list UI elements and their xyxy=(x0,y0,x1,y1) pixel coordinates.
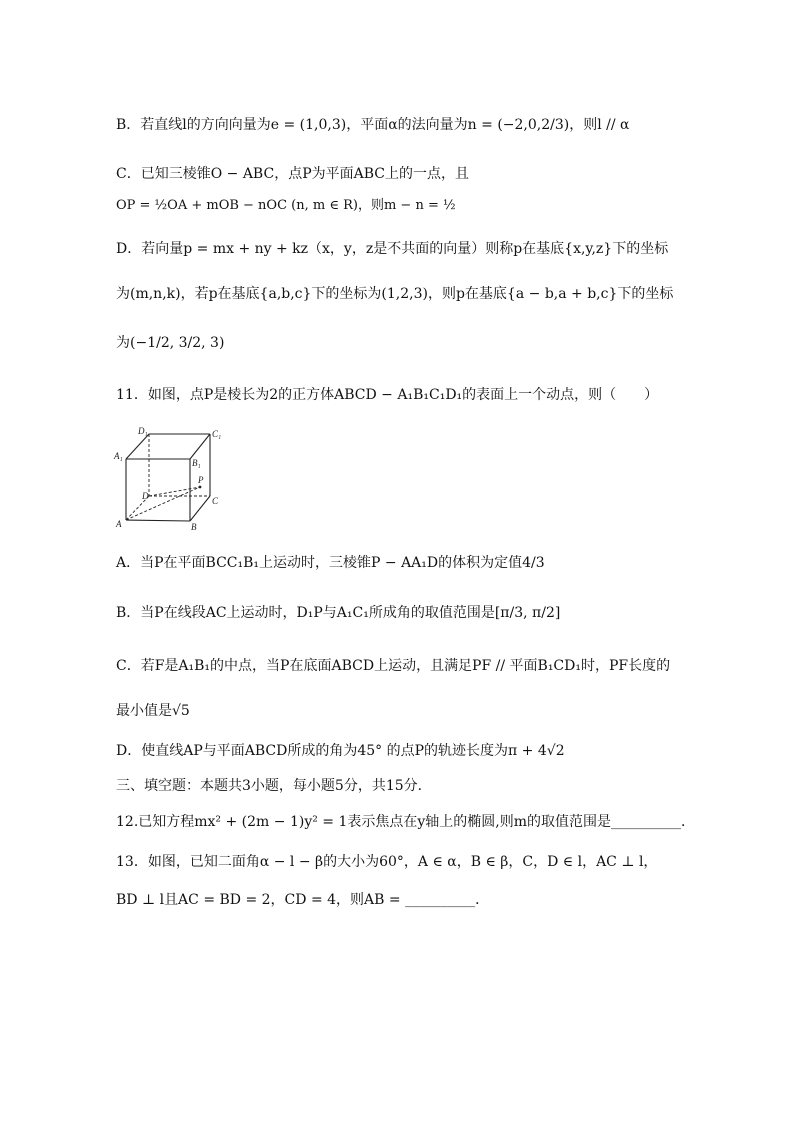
label-a: A xyxy=(116,519,122,529)
label-c: C xyxy=(212,496,219,506)
q10-option-d-line2: 为(m,n,k)，若p在基底{a,b,c}下的坐标为(1,2,3)，则p在基底{a − b,a + b,c}下的坐标 xyxy=(116,286,674,302)
cube-diagram xyxy=(112,424,228,532)
q10-option-d-line1: D．若向量p = mx + ny + kz（x，y，z是不共面的向量）则称p在基底{x,y,z}下的坐标 xyxy=(116,241,669,257)
q10-option-d-line3: 为(−1/2, 3/2, 3) xyxy=(116,335,225,351)
cube-figure xyxy=(112,424,228,532)
q10-option-c-line1: C．已知三棱锥O − ABC，点P为平面ABC上的一点，且 xyxy=(116,166,469,182)
label-b: B xyxy=(191,522,197,532)
label-p: P xyxy=(198,475,204,485)
section-3-heading: 三、填空题：本题共3小题，每小题5分，共15分． xyxy=(116,778,432,794)
label-a1: A₁ xyxy=(114,451,123,461)
q11-option-b: B．当P在线段AC上运动时，D₁P与A₁C₁所成角的取值范围是[π/3, π/2] xyxy=(116,605,561,621)
question-11: 11．如图，点P是棱长为2的正方体ABCD − A₁B₁C₁D₁的表面上一个动点，则（ ） xyxy=(116,387,659,403)
q11-option-c-line2: 最小值是√5 xyxy=(116,703,190,719)
q11-option-a: A．当P在平面BCC₁B₁上运动时，三棱锥P − AA₁D的体积为定值4/3 xyxy=(116,555,545,571)
q11-option-d: D．使直线AP与平面ABCD所成的角为45° 的点P的轨迹长度为π + 4√2 xyxy=(116,743,565,759)
q10-option-b: B．若直线l的方向向量为e = (1,0,3)，平面α的法向量为n = (−2,0,2/3)，则l // α xyxy=(116,117,630,133)
question-13-line1: 13．如图，已知二面角α − l − β的大小为60°，A ∈ α，B ∈ β，C，D ∈ l，AC ⊥ l， xyxy=(116,854,658,870)
question-13-line2: BD ⊥ l且AC = BD = 2，CD = 4，则AB = __________． xyxy=(116,892,490,908)
q11-option-c-line1: C．若F是A₁B₁的中点，当P在底面ABCD上运动，且满足PF // 平面B₁CD₁时，PF长度的 xyxy=(116,658,671,674)
label-c1: C₁ xyxy=(212,429,222,439)
q10-option-c-line2: OP = ½OA + mOB − nOC (n, m ∈ R)，则m − n = ½ xyxy=(116,198,456,213)
label-d: D xyxy=(142,491,149,501)
question-12: 12.已知方程mx² + (2m − 1)y² = 1表示焦点在y轴上的椭圆,则m的取值范围是__________． xyxy=(116,814,696,830)
point-p xyxy=(199,486,202,489)
label-b1: B₁ xyxy=(192,458,201,468)
label-d1: D₁ xyxy=(138,426,148,436)
